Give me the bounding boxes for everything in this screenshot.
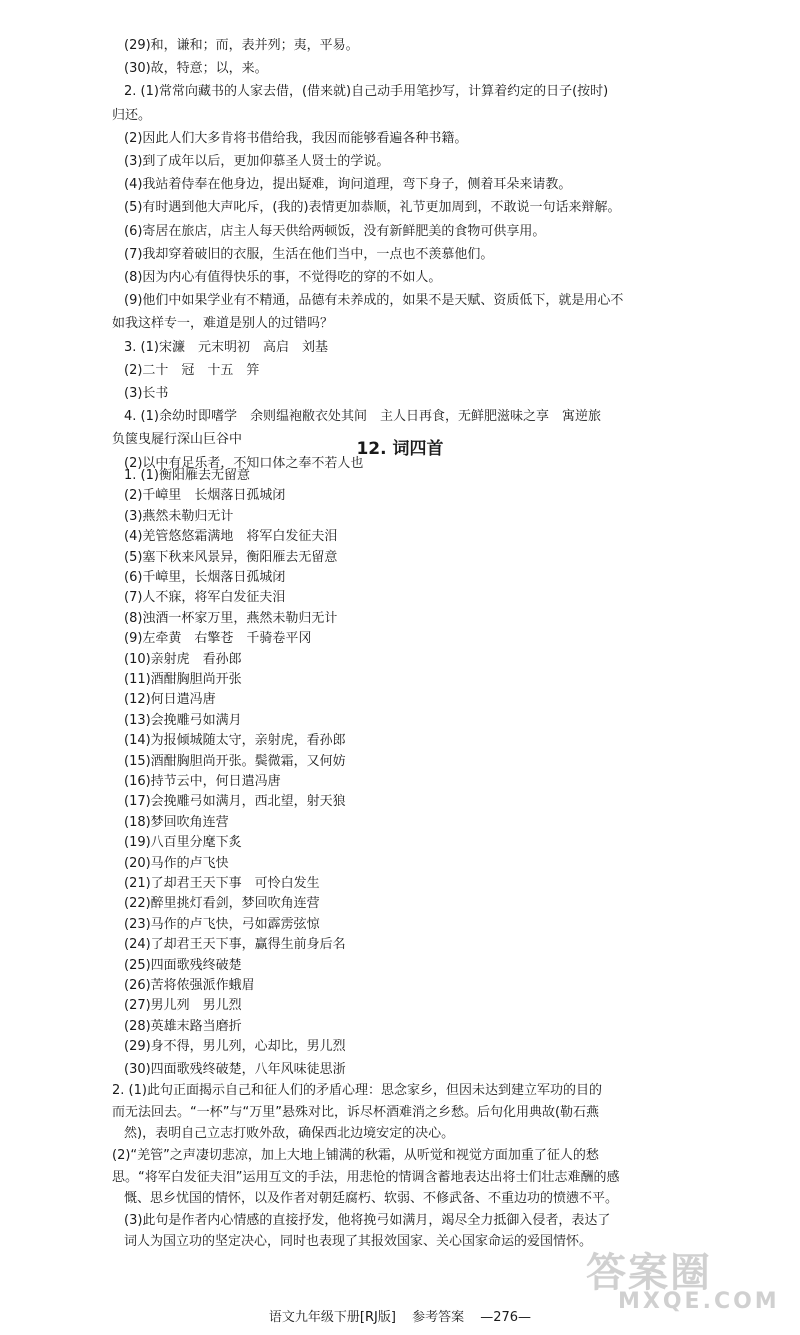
answer-line: 而无法回去。“一杯”与“万里”悬殊对比，诉尽杯酒难消之乡愁。后句化用典故(勒石燕 xyxy=(112,1104,600,1120)
answer-line: (17)会挽雕弓如满月，西北望，射天狼 xyxy=(124,794,346,810)
answer-line: (8)浊酒一杯家万里，燕然未勒归无计 xyxy=(124,610,338,626)
answer-line: 如我这样专一，难道是别人的过错吗？ xyxy=(112,316,334,332)
footer-label: 参考答案 xyxy=(412,1310,465,1325)
answer-line: (2)“羌管”之声凄切悲凉，加上大地上铺满的秋霜，从听觉和视觉方面加重了征人的愁 xyxy=(112,1148,599,1163)
answer-line: (6)寄居在旅店，店主人每天供给两顿饭，没有新鲜肥美的食物可供享用。 xyxy=(124,223,546,239)
answer-line: (8)因为内心有值得快乐的事，不觉得吃的穿的不如人。 xyxy=(124,270,442,285)
answer-line: (18)梦回吹角连营 xyxy=(124,814,229,830)
answer-line: (5)有时遇到他大声叱斥，(我的)表情更加恭顺，礼节更加周到，不敢说一句话来辩解。 xyxy=(124,200,621,216)
answer-line: (24)了却君王天下事，赢得生前身后名 xyxy=(124,937,346,953)
answer-line: (29)身不得，男儿列，心却比，男儿烈 xyxy=(124,1039,346,1055)
answer-line: (30)四面歌残终破楚，八年风味徒思浙 xyxy=(124,1061,346,1077)
answer-line: (2)以中有足乐者，不知口体之奉不若人也 xyxy=(124,455,364,471)
answer-line: (2)千嶂里 长烟落日孤城闭 xyxy=(124,488,286,504)
answer-line: (3)此句是作者内心情感的直接抒发，他将挽弓如满月，竭尽全力抵御入侵者，表达了 xyxy=(124,1212,611,1228)
answer-line: (2)因此人们大多肯将书借给我，我因而能够看遍各种书籍。 xyxy=(124,130,468,146)
answer-line: (30)故，特意；以，来。 xyxy=(124,61,268,77)
answer-line: (15)酒酣胸胆尚开张。鬓微霜，又何妨 xyxy=(124,753,346,769)
answer-line: (27)男儿列 男儿烈 xyxy=(124,998,242,1014)
answer-line: (13)会挽雕弓如满月 xyxy=(124,712,242,728)
answer-line: (3)到了成年以后，更加仰慕圣人贤士的学说。 xyxy=(124,154,390,169)
answer-line: (16)持节云中，何日遣冯唐 xyxy=(124,774,281,789)
answer-line: (28)英雄末路当磨折 xyxy=(124,1018,242,1034)
answer-line: 1. (1)衡阳雁去无留意 xyxy=(124,468,250,483)
answer-line: 归还。 xyxy=(112,107,152,123)
answer-line: (26)苦将侬强派作蛾眉 xyxy=(124,978,255,993)
answer-line: (9)左牵黄 右擎苍 千骑卷平冈 xyxy=(124,631,312,647)
answer-line: (19)八百里分麾下炙 xyxy=(124,835,242,851)
answer-line: 然)，表明自己立志打败外敌，确保西北边境安定的决心。 xyxy=(124,1126,455,1142)
answer-line: 慨、思乡忧国的情怀，以及作者对朝廷腐朽、软弱、不修武备、不重边功的愤懑不平。 xyxy=(124,1191,619,1207)
answer-line: (10)亲射虎 看孙郎 xyxy=(124,651,242,667)
answer-line: (3)燕然未勒归无计 xyxy=(124,508,234,524)
answer-line: (25)四面歌残终破楚 xyxy=(124,957,242,973)
answer-line: (21)了却君王天下事 可怜白发生 xyxy=(124,876,320,891)
answer-line: (23)马作的卢飞快，弓如霹雳弦惊 xyxy=(124,916,320,932)
watermark-bottom: MXQE.COM xyxy=(618,1289,780,1314)
answer-line: 2. (1)此句正面揭示自己和征人们的矛盾心理：思念家乡，但因未达到建立军功的目的 xyxy=(112,1083,602,1099)
answer-line: (12)何日遣冯唐 xyxy=(124,692,216,708)
answer-line: (6)千嶂里，长烟落日孤城闭 xyxy=(124,570,286,585)
answer-line: (4)我站着侍奉在他身边，提出疑难，询问道理，弯下身子，侧着耳朵来请教。 xyxy=(124,177,572,193)
answer-line: (9)他们中如果学业有不精通，品德有未养成的，如果不是天赋、资质低下，就是用心不 xyxy=(124,293,624,309)
answer-line: (22)醉里挑灯看剑，梦回吹角连营 xyxy=(124,896,320,912)
answer-line: (29)和，谦和；而，表并列；夷，平易。 xyxy=(124,38,359,53)
footer-page-number: —276— xyxy=(480,1310,532,1325)
answer-line: (7)我却穿着破旧的衣服，生活在他们当中，一点也不羡慕他们。 xyxy=(124,246,494,262)
answer-line: (20)马作的卢飞快 xyxy=(124,855,229,871)
watermark-logo xyxy=(578,1241,778,1321)
answer-line: (3)长书 xyxy=(124,386,169,401)
answer-line: 2. (1)常常向藏书的人家去借，(借来就)自己动手用笔抄写，计算着约定的日子(按时) xyxy=(124,84,609,100)
answer-line: (4)羌管悠悠霜满地 将军白发征夫泪 xyxy=(124,529,338,545)
answer-line: 词人为国立功的坚定决心，同时也表现了其报效国家、关心国家命运的爱国情怀。 xyxy=(124,1234,593,1250)
watermark-top: 答案圈 xyxy=(586,1250,712,1296)
answer-line: (2)二十 冠 十五 笄 xyxy=(124,362,260,378)
section-title: 12. 词四首 xyxy=(356,439,444,459)
answer-line: (5)塞下秋来风景异，衡阳雁去无留意 xyxy=(124,549,338,565)
answer-line: (14)为报倾城随太守，亲射虎，看孙郎 xyxy=(124,733,346,749)
answer-line: 3. (1)宋濂 元末明初 高启 刘基 xyxy=(124,339,328,355)
answer-line: 负箧曳屣行深山巨谷中 xyxy=(112,432,243,448)
answer-line: (7)人不寐，将军白发征夫泪 xyxy=(124,590,286,606)
answer-line: (11)酒酣胸胆尚开张 xyxy=(124,672,242,687)
answer-line: 思。“将军白发征夫泪”运用互文的手法，用悲怆的情调含蓄地表达出将士们壮志难酬的感 xyxy=(112,1169,620,1185)
answer-line: 4. (1)余幼时即嗜学 余则缊袍敝衣处其间 主人日再食，无鲜肥滋味之享 寓逆旅 xyxy=(124,409,601,425)
footer-book: 语文九年级下册[RJ版] xyxy=(268,1310,396,1325)
